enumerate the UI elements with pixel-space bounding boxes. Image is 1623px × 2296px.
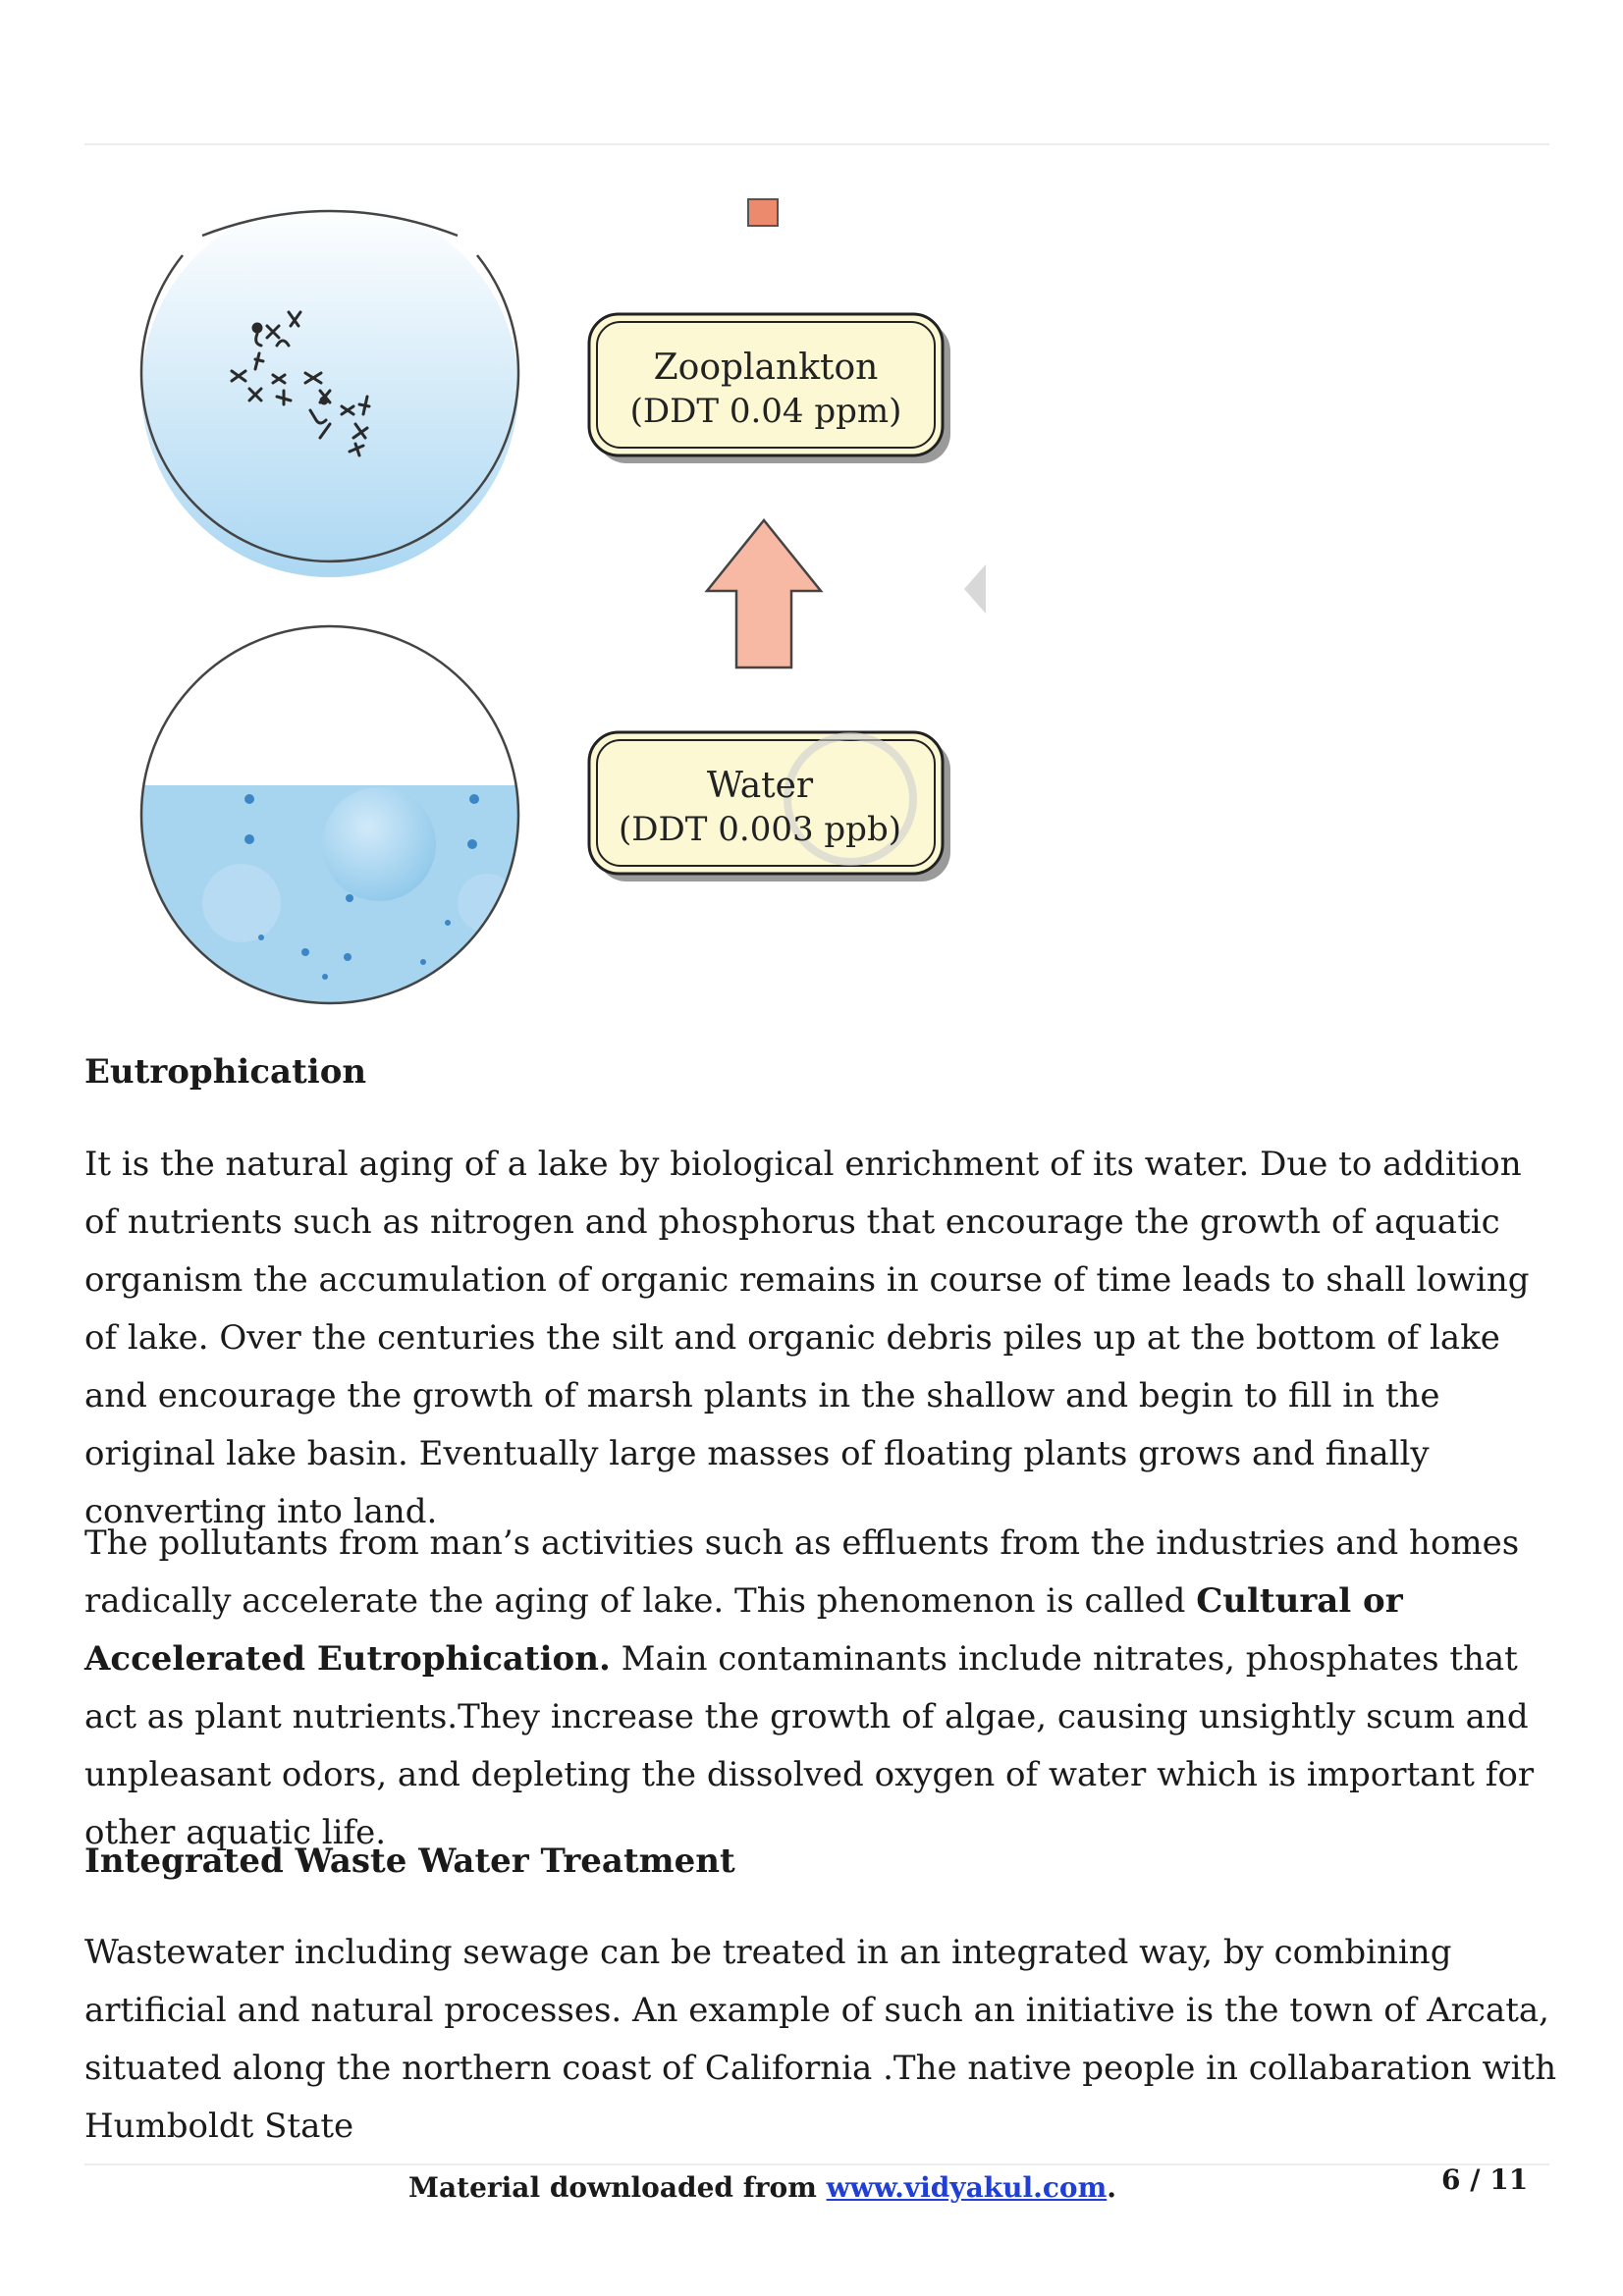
ddt-biomagnification-figure <box>84 196 1007 1021</box>
zooplankton-box <box>589 314 950 463</box>
section-heading-integrated-waste-water: Integrated Waste Water Treatment <box>84 1842 735 1881</box>
footer-rule <box>84 2163 1549 2165</box>
header-rule <box>84 143 1549 145</box>
water-label: Water <box>706 766 814 806</box>
paragraph-text: The pollutants from man’s activities such as effluents from the industries and homes radically accelerate the aging of lake. This phenomenon is called <box>84 1523 1520 1621</box>
footer-credit <box>0 2171 1525 2204</box>
paragraph-text: It is the natural aging of a lake by biological enrichment of its water. Due to addition of nutrients such as nitrogen and phosphorus that encourage the growth of aquatic organism the accumulation of organic remains in course of time leads to shall lowing of lake. Over the centuries the silt and organic debris piles up at the bottom of lake and encourage the growth of marsh plants in the shallow and begin to fill in the original lake basin. Eventually large masses of floating plants grows and finally converting into land. <box>84 1145 1530 1531</box>
section-heading-eutrophication: Eutrophication <box>84 1052 367 1092</box>
footer-link[interactable]: www.vidyakul.com <box>826 2171 1108 2204</box>
side-marker <box>964 564 986 614</box>
water-box <box>589 732 950 881</box>
zooplankton-ddt-value: (DDT 0.04 ppm) <box>629 392 902 431</box>
paragraph-eutrophication-definition <box>84 1136 1557 1541</box>
zooplankton-circle <box>138 202 531 585</box>
paragraph-text: Wastewater including sewage can be treated in an integrated way, by combining artificial and natural processes. An example of such an initiative is the town of Arcata, situated along the northern coast of California .The native people in collabaration with Humboldt State <box>84 1933 1557 2146</box>
paragraph-cultural-eutrophication <box>84 1515 1557 1862</box>
footer-suffix: . <box>1107 2171 1116 2204</box>
footer-prefix: Material downloaded from <box>408 2171 827 2204</box>
page-number: 6 / 11 <box>1441 2163 1529 2196</box>
paragraph-text: Main contaminants include nitrates, phosphates that act as plant nutrients.They increase the growth of algae, causing unsightly scum and unpleasant odors, and depleting the dissolved oxygen of water which is important for other aquatic life. <box>84 1639 1535 1852</box>
up-arrow <box>707 520 821 667</box>
zooplankton-label: Zooplankton <box>653 347 879 388</box>
paragraph-integrated-treatment <box>84 1924 1557 2156</box>
water-ddt-value: (DDT 0.003 ppb) <box>619 810 901 849</box>
arrow-tail-marker <box>748 199 778 226</box>
bold-term: Cultural or Accelerated Eutrophication. <box>84 1581 1403 1679</box>
